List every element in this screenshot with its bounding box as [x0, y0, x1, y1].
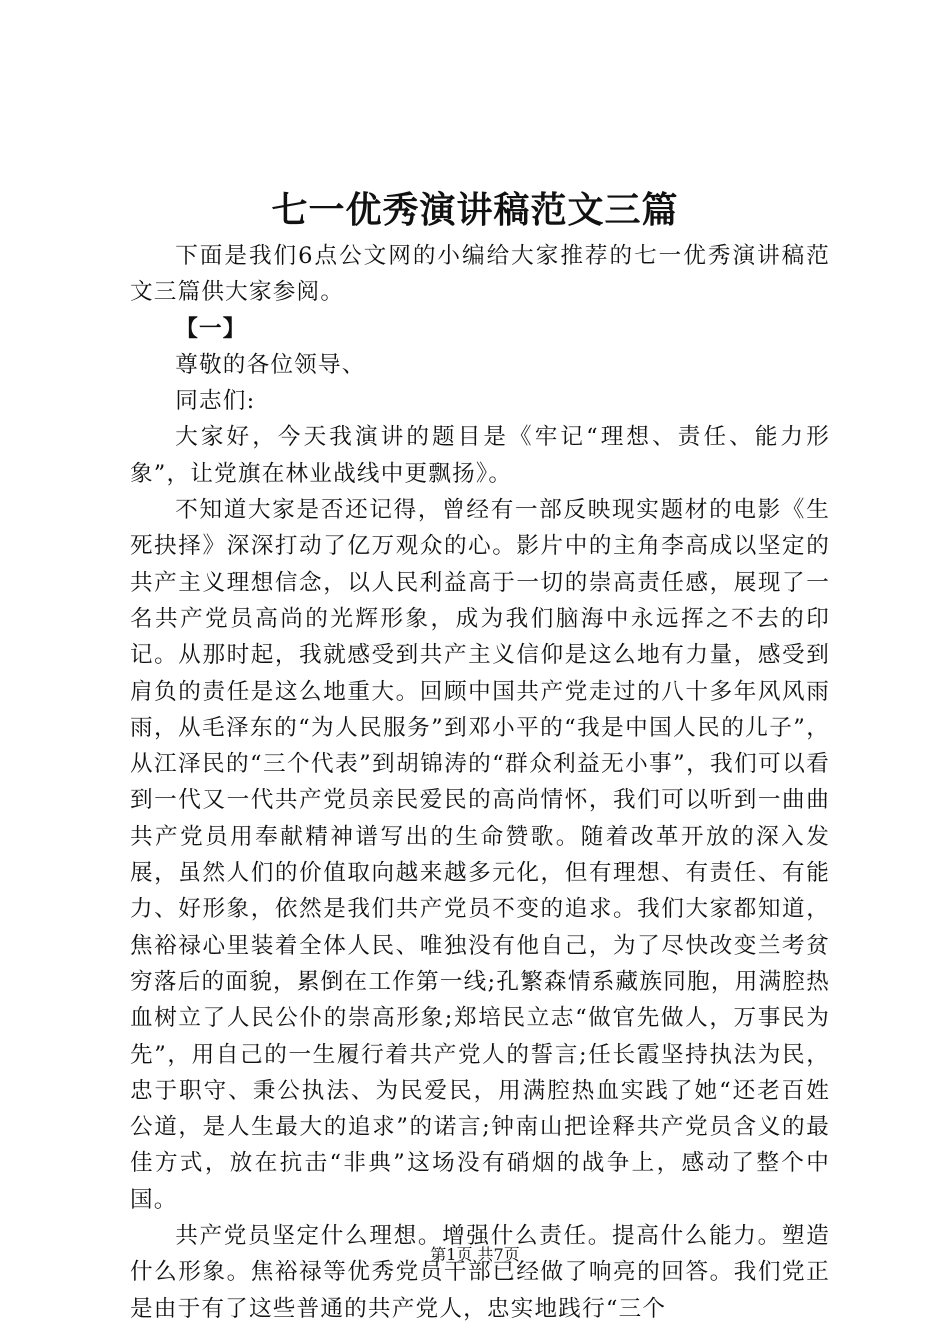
body-paragraph: 共产党员坚定什么理想。增强什么责任。提高什么能力。塑造什么形象。焦裕禄等优秀党员干部已经做了响亮的回答。我们党正是由于有了这些普通的共产党人，忠实地践行“三个: [130, 1223, 830, 1322]
body-paragraph: 大家好，今天我演讲的题目是《牢记“理想、责任、能力形象”，让党旗在林业战线中更飘扬》。: [130, 424, 830, 487]
body-paragraph: 不知道大家是否还记得，曾经有一部反映现实题材的电影《生死抉择》深深打动了亿万观众的心。影片中的主角李高成以坚定的共产主义理想信念，以人民利益高于一切的崇高责任感，展现了一名共产党员高尚的光辉形象，成为我们脑海中永远挥之不去的印记。从那时起，我就感受到共产主义信仰是这么地有力量，感受到肩负的责任是这么地重大。回顾中国共产党走过的八十多年风风雨雨，从毛泽东的“为人民服务”到邓小平的“我是中国人民的儿子”，从江泽民的“三个代表”到胡锦涛的“群众利益无小事”，我们可以看到一代又一代共产党员亲民爱民的高尚情怀，我们可以听到一曲曲共产党员用奉献精神谱写出的生命赞歌。随着改革开放的深入发展，虽然人们的价值取向越来越多元化，但有理想、有责任、有能力、好形象，依然是我们共产党员不变的追求。我们大家都知道，焦裕禄心里装着全体人民、唯独没有他自己，为了尽快改变兰考贫穷落后的面貌，累倒在工作第一线;孔繁森情系藏族同胞，用满腔热血树立了人民公仆的崇高形象;郑培民立志“做官先做人，万事民为先”，用自己的一生履行着共产党人的誓言;任长霞坚持执法为民，忠于职守、秉公执法、为民爱民，用满腔热血实践了她“还老百姓公道，是人生最大的追求”的诺言;钟南山把诠释共产党员含义的最佳方式，放在抗击“非典”这场没有硝烟的战争上，感动了整个中国。: [130, 497, 830, 1213]
salutation-line: 尊敬的各位领导、: [175, 351, 366, 378]
section-heading: 【一】: [175, 315, 247, 342]
document-body: [130, 238, 830, 1327]
page-footer: 第1页 共7页: [430, 1245, 520, 1264]
salutation-line: 同志们:: [175, 388, 256, 415]
document-title: 七一优秀演讲稿范文三篇: [271, 189, 679, 231]
intro-paragraph: 下面是我们6点公文网的小编给大家推荐的七一优秀演讲稿范文三篇供大家参阅。: [130, 243, 830, 306]
